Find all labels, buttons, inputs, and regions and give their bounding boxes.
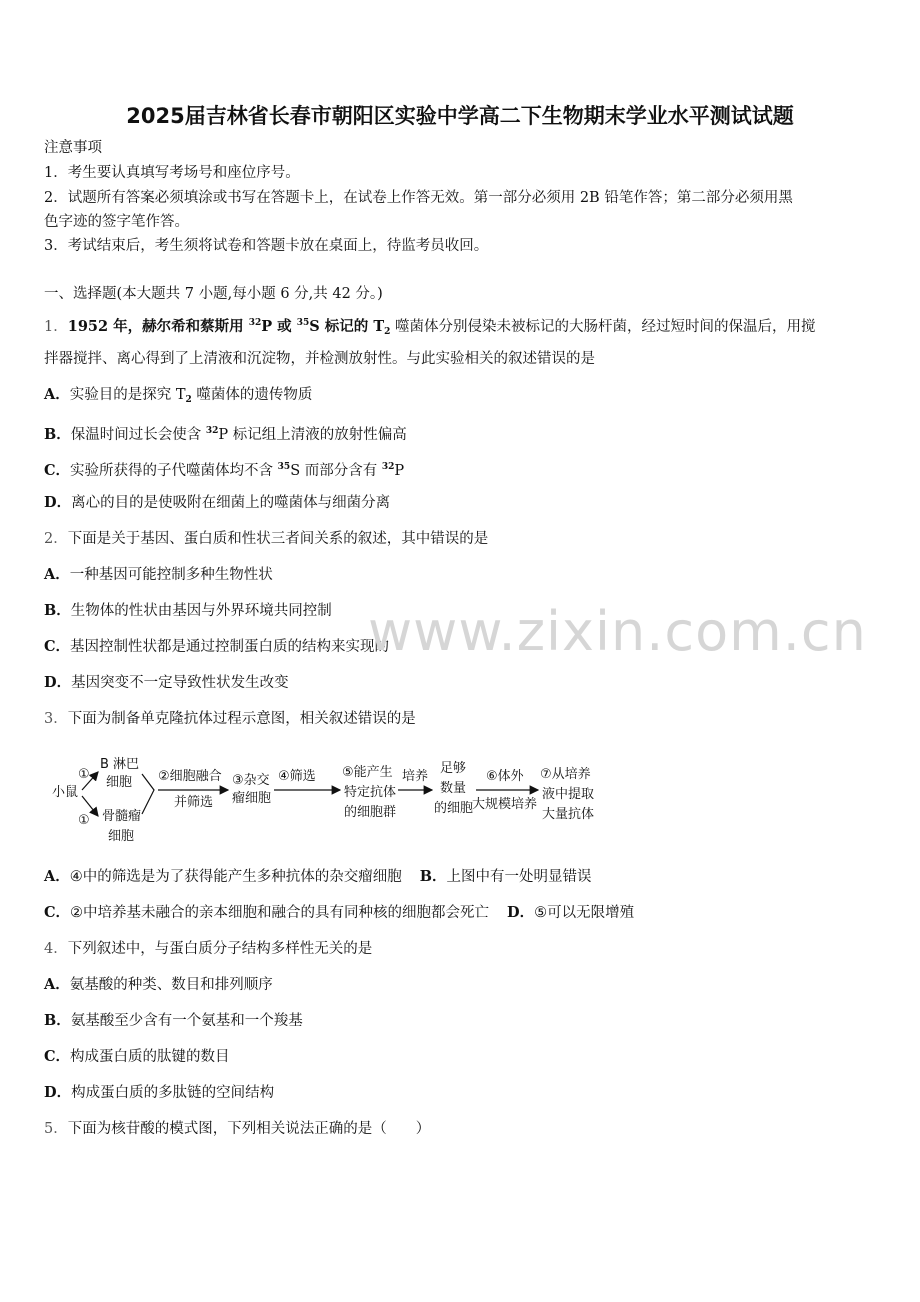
dg-bcell-2: 细胞: [106, 775, 133, 790]
q1-text-d: 噬菌体分别侵染未被标记的大肠杆菌，经过短时间的保温后，用搅: [390, 319, 816, 335]
dg-circle1-a: ①: [78, 767, 90, 782]
q1-text-a: 1952 年，赫尔希和蔡斯用: [67, 318, 249, 335]
dg-marrow-2: 细胞: [108, 829, 135, 844]
q5-stem: 5．下面为核苷酸的模式图，下列相关说法正确的是（ ）: [44, 1121, 431, 1137]
q1-number: 1．: [44, 319, 68, 335]
q1-option-b: B．保温时间过长会使含 $^{32}$P 标记组上清液的放射性偏高: [44, 426, 407, 443]
note-item-3: 3．考试结束后，考生须将试卷和答题卡放在桌面上，待监考员收回。: [44, 238, 489, 254]
q3-option-a-label: A．: [44, 868, 70, 885]
note-item-1: 1．考生要认真填写考场号和座位序号。: [44, 165, 300, 181]
q3-option-b-label: B．: [419, 868, 447, 885]
q4-option-d: D．构成蛋白质的多肽链的空间结构: [44, 1084, 275, 1101]
dg-step5-3: 的细胞群: [344, 805, 397, 820]
dg-step2-1: ②细胞融合: [158, 769, 222, 784]
dg-step7-1: ⑦从培养: [540, 767, 591, 782]
q3-options-cd: [44, 903, 880, 923]
dg-enough-1: 足够: [440, 761, 467, 776]
q1-sup-32: 32: [248, 318, 262, 328]
dg-step2-2: 并筛选: [174, 795, 214, 810]
dg-step5-2: 特定抗体: [344, 785, 397, 800]
note-item-2-cont: 色字迹的签字笔作答。: [44, 214, 189, 230]
monoclonal-antibody-diagram: [44, 756, 624, 852]
dg-mouse: 小鼠: [52, 785, 79, 800]
section-heading: 一、选择题(本大题共 7 小题,每小题 6 分,共 42 分。): [44, 286, 383, 302]
dg-step6-2: 大规模培养: [472, 797, 538, 812]
q4-option-b: B．氨基酸至少含有一个氨基和一个羧基: [44, 1012, 303, 1029]
dg-step3-1: ③杂交: [232, 773, 270, 788]
watermark: www.zixin.com.cn: [368, 600, 867, 663]
q4-option-a: A．氨基酸的种类、数目和排列顺序: [44, 976, 273, 993]
dg-step5-1: ⑤能产生: [342, 765, 393, 780]
q1-sup-35: 35: [296, 318, 310, 328]
q2-option-d: D．基因突变不一定导致性状发生改变: [44, 674, 289, 691]
q2-option-c: C．基因控制性状都是通过控制蛋白质的结构来实现的: [44, 638, 390, 655]
q1-stem-line2: 拌器搅拌、离心得到了上清液和沉淀物，并检测放射性。与此实验相关的叙述错误的是: [44, 351, 595, 367]
q1-text-b: P 或: [261, 318, 297, 335]
dg-step3-2: 瘤细胞: [232, 791, 272, 806]
q1-option-c: C．实验所获得的子代噬菌体均不含 $^{35}$S 而部分含有 $^{32}$P: [44, 462, 405, 479]
q2-option-a: A．一种基因可能控制多种生物性状: [44, 566, 273, 583]
q3-option-a: ④中的筛选是为了获得能产生多种抗体的杂交瘤细胞: [69, 869, 402, 885]
q3-option-c: ②中培养基未融合的亲本细胞和融合的具有同种核的细胞都会死亡: [70, 905, 490, 921]
q3-option-d: ⑤可以无限增殖: [534, 905, 635, 921]
q1-stem-line1: [44, 313, 880, 342]
dg-bcell-1: B 淋巴: [100, 757, 140, 772]
q2-stem: 2．下面是关于基因、蛋白质和性状三者间关系的叙述，其中错误的是: [44, 531, 489, 547]
dg-bracket: [142, 774, 154, 814]
q4-stem: 4．下列叙述中，与蛋白质分子结构多样性无关的是: [44, 941, 373, 957]
q3-option-b: 上图中有一处明显错误: [446, 869, 592, 885]
q4-option-c: C．构成蛋白质的肽键的数目: [44, 1048, 230, 1065]
dg-marrow-1: 骨髓瘤: [102, 809, 142, 824]
q1-option-d: D．离心的目的是使吸附在细菌上的噬菌体与细菌分离: [44, 494, 391, 511]
q1-text-c: S 标记的 T: [309, 318, 385, 335]
dg-circle1-b: ①: [78, 813, 90, 828]
notes-heading: 注意事项: [44, 140, 102, 156]
exam-title: 2025届吉林省长春市朝阳区实验中学高二下生物期末学业水平测试试题: [126, 104, 794, 128]
q3-option-c-label: C．: [44, 904, 71, 921]
q3-stem: 3．下面为制备单克隆抗体过程示意图，相关叙述错误的是: [44, 711, 416, 727]
dg-step4: ④筛选: [278, 769, 316, 784]
q3-options-ab: [44, 867, 880, 887]
dg-step6-1: ⑥体外: [486, 769, 524, 784]
dg-step7-3: 大量抗体: [542, 807, 595, 822]
q1-sub-2: 2: [384, 327, 391, 337]
q2-option-b: B．生物体的性状由基因与外界环境共同控制: [44, 602, 332, 619]
q3-option-d-label: D．: [507, 904, 535, 921]
dg-step7-2: 液中提取: [542, 787, 595, 802]
q1-option-a: A．实验目的是探究 $T_2$ 噬菌体的遗传物质: [44, 386, 313, 405]
dg-enough-2: 数量: [440, 781, 467, 796]
dg-enough-3: 的细胞: [434, 801, 474, 816]
note-item-2: 2．试题所有答案必须填涂或书写在答题卡上，在试卷上作答无效。第一部分必须用 2B 铅笔作答；第二部分必须用黑: [44, 190, 793, 206]
dg-culture: 培养: [402, 769, 429, 784]
